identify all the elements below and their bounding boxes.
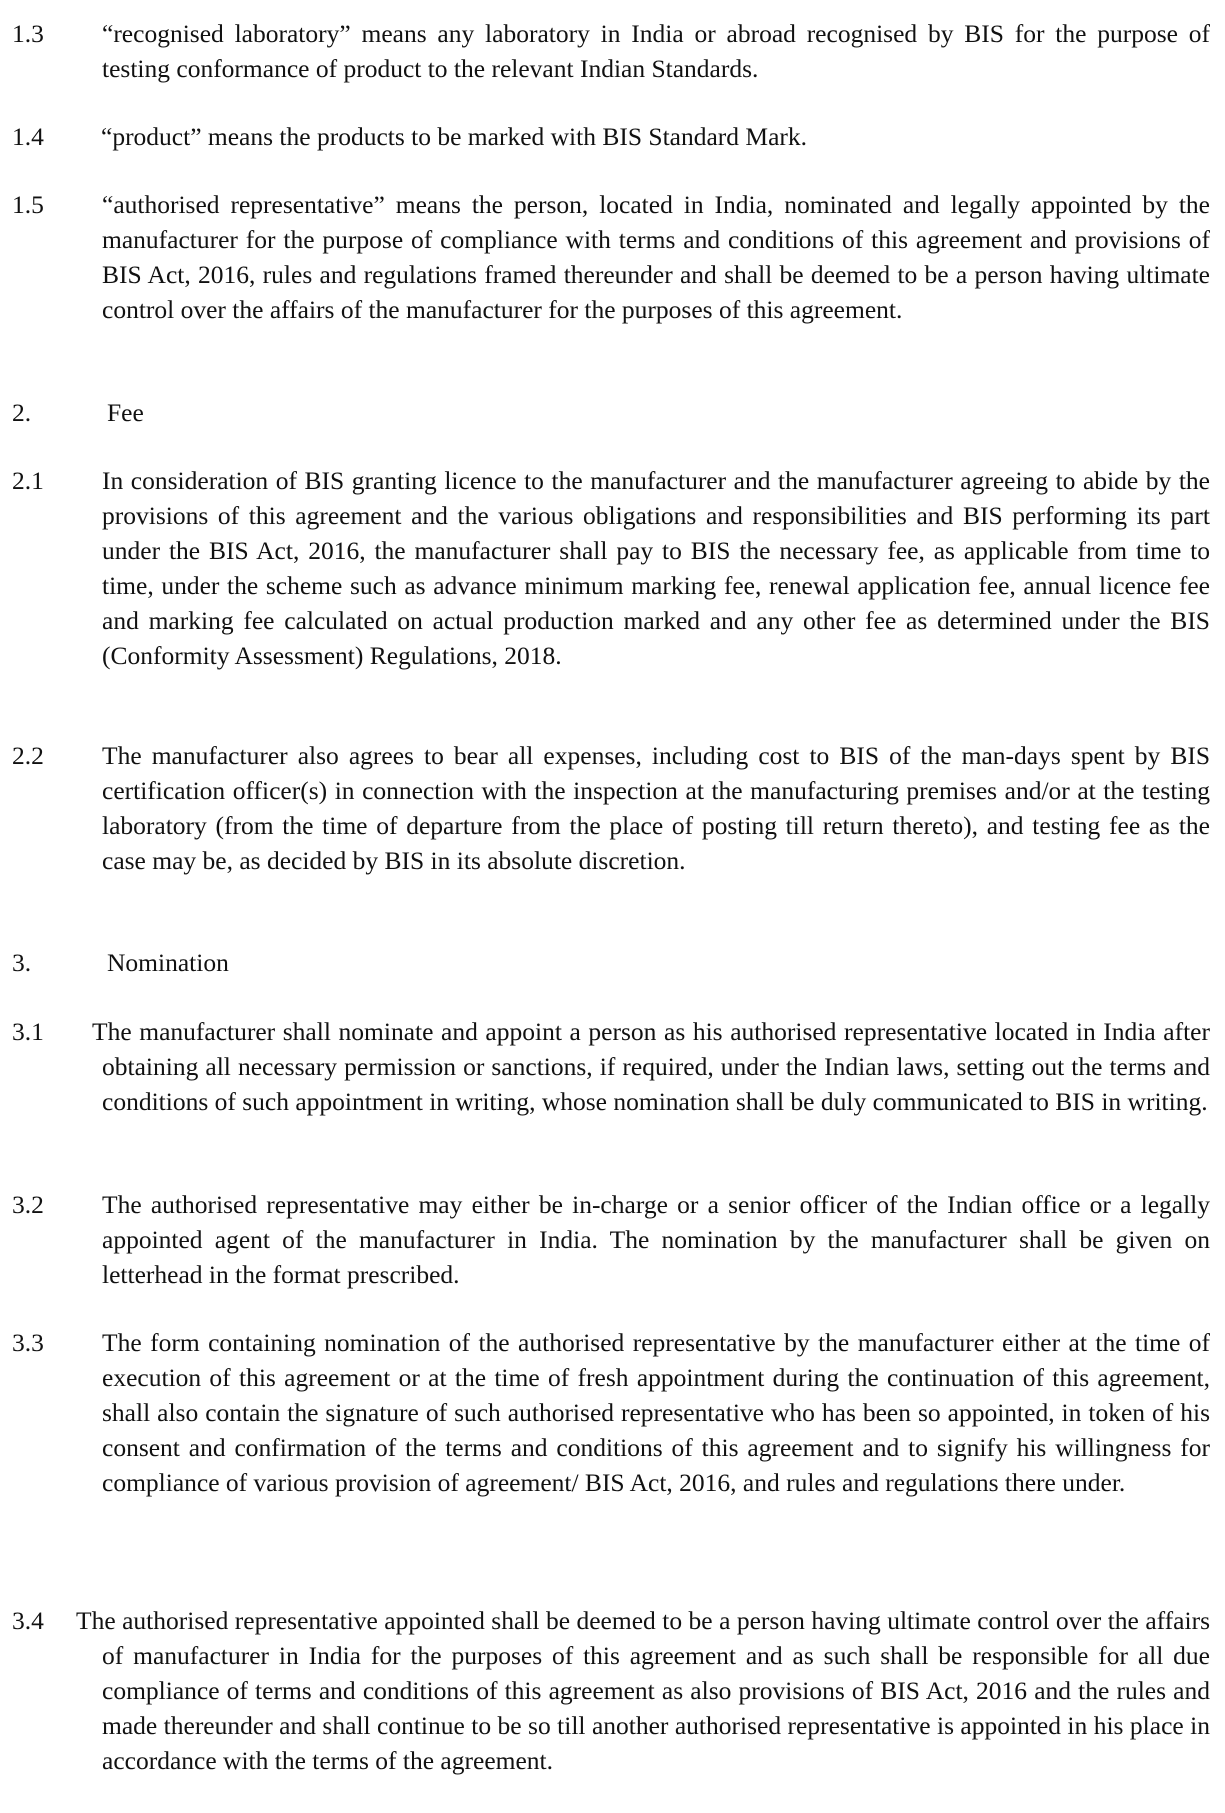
clause-text: The manufacturer shall nominate and appoint a person as his authorised representative located in India after obtaining all necessary permission or sanctions, if required, under the Indian laws, setting out the terms and conditions of such appointment in writing, whose nomination shall be duly communicated to BIS in writing. (92, 1017, 1210, 1116)
section-title: Nomination (107, 948, 229, 977)
clause-number: 3.3 (12, 1328, 44, 1357)
clause-number: 3.1 (12, 1017, 44, 1046)
section-title: Fee (107, 398, 144, 427)
clause-number: 2.2 (12, 741, 44, 770)
section-number: 2. (12, 398, 32, 427)
clause-text: “recognised laboratory” means any laboratory in India or abroad recognised by BIS for the purpose of testing conformance of product to the relevant Indian Standards. (102, 19, 1210, 83)
clause-number: 1.4 (12, 122, 44, 151)
clause-number: 3.4 (12, 1606, 44, 1635)
clause-text: “authorised representative” means the person, located in India, nominated and legally appointed by the manufacturer for the purpose of compliance with terms and conditions of this agreement and provisions of BIS Act, 2016, rules and regulations framed thereunder and shall be deemed to be a person having ultimate control over the affairs of the manufacturer for the purposes of this agreement. (102, 190, 1210, 324)
clause-text: The manufacturer also agrees to bear all expenses, including cost to BIS of the man-days spent by BIS certification officer(s) in connection with the inspection at the manufacturing premises and/or at the testing laboratory (from the time of departure from the place of posting till return thereto), and testing fee as the case may be, as decided by BIS in its absolute discretion. (102, 741, 1210, 875)
clause-text: “product” means the products to be marked with BIS Standard Mark. (101, 122, 808, 151)
clause-number: 1.3 (12, 19, 44, 48)
clause-text: The authorised representative may either be in-charge or a senior officer of the Indian office or a legally appointed agent of the manufacturer in India. The nomination by the manufacturer shall be given on letterhead in the format prescribed. (102, 1190, 1210, 1289)
clause-text: The authorised representative appointed shall be deemed to be a person having ultimate control over the affairs of manufacturer in India for the purposes of this agreement and as such shall be responsible for all due compliance of terms and conditions of this agreement as also provisions of BIS Act, 2016 and the rules and made thereunder and shall continue to be so till another authorised representative is appointed in his place in accordance with the terms of the agreement. (76, 1606, 1210, 1775)
clause-number: 1.5 (12, 190, 44, 219)
clause-number: 2.1 (12, 466, 44, 495)
clause-text: In consideration of BIS granting licence to the manufacturer and the manufacturer agreeing to abide by the provisions of this agreement and the various obligations and responsibilities and BIS performing its part under the BIS Act, 2016, the manufacturer shall pay to BIS the necessary fee, as applicable from time to time, under the scheme such as advance minimum marking fee, renewal application fee, annual licence fee and marking fee calculated on actual production marked and any other fee as determined under the BIS (Conformity Assessment) Regulations, 2018. (102, 466, 1210, 670)
section-number: 3. (12, 948, 32, 977)
clause-text: The form containing nomination of the authorised representative by the manufacturer either at the time of execution of this agreement or at the time of fresh appointment during the continuation of this agreement, shall also contain the signature of such authorised representative who has been so appointed, in token of his consent and confirmation of the terms and conditions of this agreement and to signify his willingness for compliance of various provision of agreement/ BIS Act, 2016, and rules and regulations there under. (102, 1328, 1210, 1497)
clause-number: 3.2 (12, 1190, 44, 1219)
